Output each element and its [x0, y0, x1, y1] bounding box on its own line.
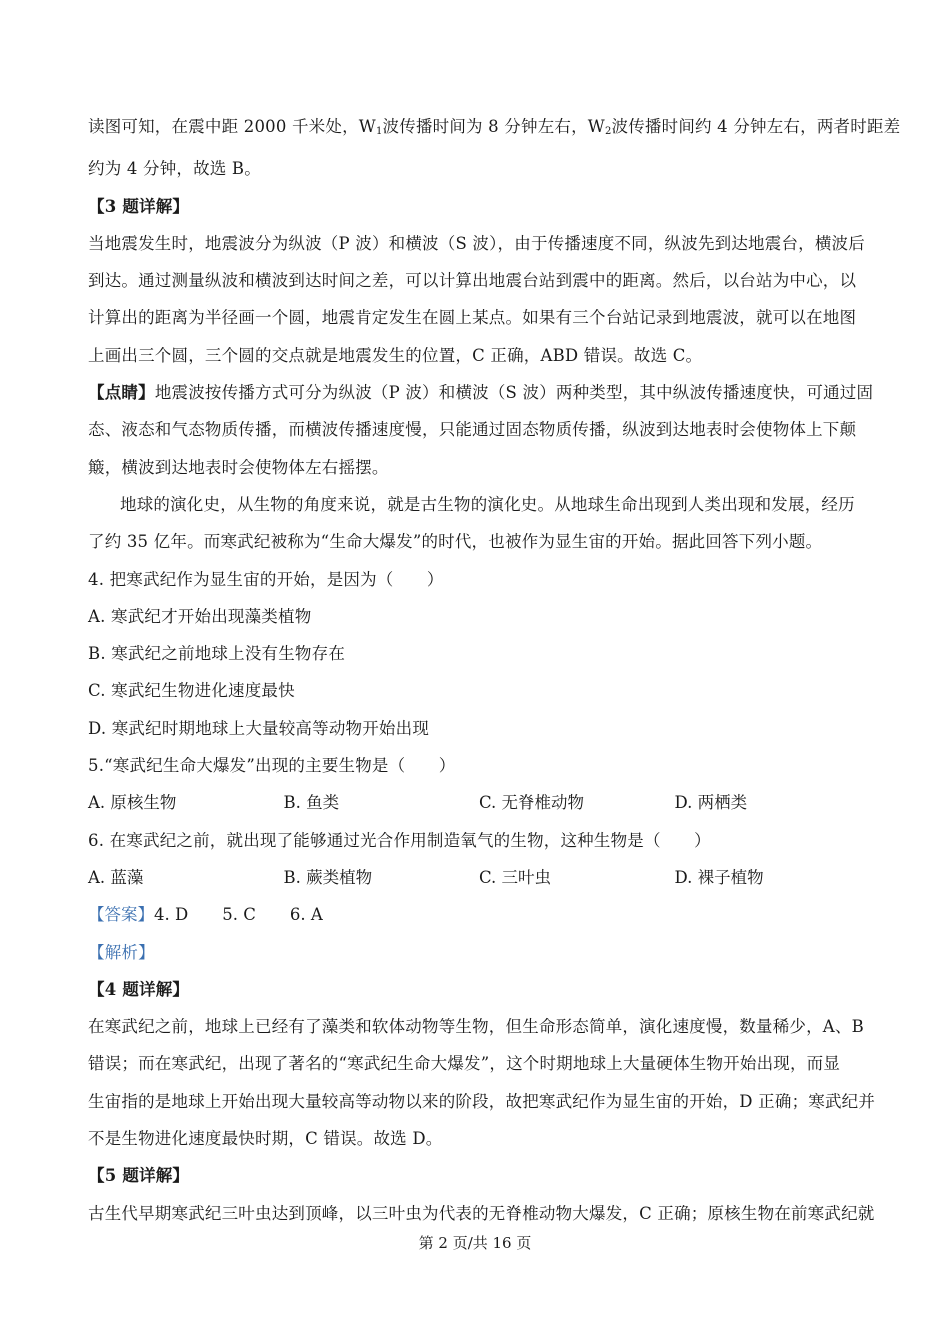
question-4-option: C. 寒武纪生物进化速度最快 [88, 681, 295, 701]
dianjing-line [88, 374, 874, 411]
intro-line: 地球的演化史，从生物的角度来说，就是古生物的演化史。从地球生命出现到人类出现和发展，经历 [120, 494, 855, 514]
question-4-option: A. 寒武纪才开始出现藻类植物 [88, 606, 312, 626]
question-5-option: D. 两栖类 [674, 793, 748, 813]
paragraph-q4-line: 生宙指的是地球上开始出现大量较高等动物以来的阶段，故把寒武纪作为显生宙的开始，D 正确；寒武纪并 [88, 1091, 876, 1111]
paragraph-q3-line: 到达。通过测量纵波和横波到达时间之差，可以计算出地震台站到震中的距离。然后，以台站为中心，以 [88, 271, 857, 291]
question-4-stem: 4. 把寒武纪作为显生宙的开始，是因为（ ） [88, 569, 444, 589]
page-footer: 第 2 页/共 16 页 [418, 1234, 532, 1252]
question-4-option: B. 寒武纪之前地球上没有生物存在 [88, 644, 346, 664]
question-6-stem: 6. 在寒武纪之前，就出现了能够通过光合作用制造氧气的生物，这种生物是（ ） [88, 830, 711, 850]
section-heading-q3: 【3 题详解】 [88, 196, 190, 216]
answer-line [88, 896, 870, 933]
paragraph-q4-line: 在寒武纪之前，地球上已经有了藻类和软体动物等生物，但生命形态简单，演化速度慢，数量稀少，A、B [88, 1017, 864, 1037]
question-6-option: B. 蕨类植物 [283, 867, 373, 887]
paragraph-q3-line: 上画出三个圆，三个圆的交点就是地震发生的位置，C 正确，ABD 错误。故选 C。 [88, 345, 703, 365]
text: 地震波按传播方式可分为纵波（P 波）和横波（S 波）两种类型，其中纵波传播速度快，可通过固 [154, 383, 874, 403]
question-5-option: C. 无脊椎动物 [479, 793, 585, 813]
answer-value: 5. C [222, 905, 256, 925]
subscript: 1 [375, 126, 383, 137]
text: 波传播时间约 4 分钟左右，两者时距差 [611, 117, 901, 136]
paragraph-q3-line: 计算出的距离为半径画一个圆，地震肯定发生在圆上某点。如果有三个台站记录到地震波，就可以在地图 [88, 308, 857, 328]
question-5-option: B. 鱼类 [283, 793, 340, 813]
subscript: 2 [604, 126, 612, 137]
answer-value: 4. D [154, 905, 189, 925]
jiexi-label: 【解析】 [88, 942, 155, 962]
dianjing-label: 【点睛】 [88, 383, 155, 403]
paragraph-q4-line: 错误；而在寒武纪，出现了著名的“寒武纪生命大爆发”，这个时期地球上大量硬体生物开始出现，而显 [88, 1054, 841, 1074]
question-6-option: D. 裸子植物 [674, 867, 764, 887]
question-5-stem: 5.“寒武纪生命大爆发”出现的主要生物是（ ） [88, 756, 456, 776]
answer-value: 6. A [289, 905, 323, 925]
paragraph-prev-line-1 [88, 108, 901, 150]
intro-line: 了约 35 亿年。而寒武纪被称为“生命大爆发”的时代，也被作为显生宙的开始。据此回答下列小题。 [88, 532, 823, 552]
text: 读图可知，在震中距 2000 千米处，W [88, 117, 376, 136]
question-6-options [88, 859, 870, 896]
question-5-option: A. 原核生物 [88, 793, 177, 813]
dianjing-line: 态、液态和气态物质传播，而横波传播速度慢，只能通过固态物质传播，纵波到达地表时会使物体上下颠 [88, 420, 857, 440]
question-4-option: D. 寒武纪时期地球上大量较高等动物开始出现 [88, 718, 430, 738]
question-6-option: A. 蓝藻 [88, 867, 144, 887]
section-heading-q4: 【4 题详解】 [88, 979, 190, 999]
paragraph-prev-line-2: 约为 4 分钟，故选 B。 [88, 159, 261, 179]
paragraph-q5-line: 古生代早期寒武纪三叶虫达到顶峰，以三叶虫为代表的无脊椎动物大爆发，C 正确；原核生物在前寒武纪就 [88, 1203, 875, 1223]
dianjing-line: 簸，横波到达地表时会使物体左右摇摆。 [88, 457, 389, 477]
question-6-option: C. 三叶虫 [479, 867, 552, 887]
paragraph-q3-line: 当地震发生时，地震波分为纵波（P 波）和横波（S 波），由于传播速度不同，纵波先到达地震台，横波后 [88, 233, 865, 253]
document-body [88, 108, 901, 1232]
answer-label: 【答案】 [88, 905, 154, 925]
paragraph-q4-line: 不是生物进化速度最快时期，C 错误。故选 D。 [88, 1129, 443, 1149]
text: 波传播时间为 8 分钟左右，W [382, 117, 605, 136]
question-5-options [88, 784, 870, 821]
section-heading-q5: 【5 题详解】 [88, 1166, 190, 1186]
